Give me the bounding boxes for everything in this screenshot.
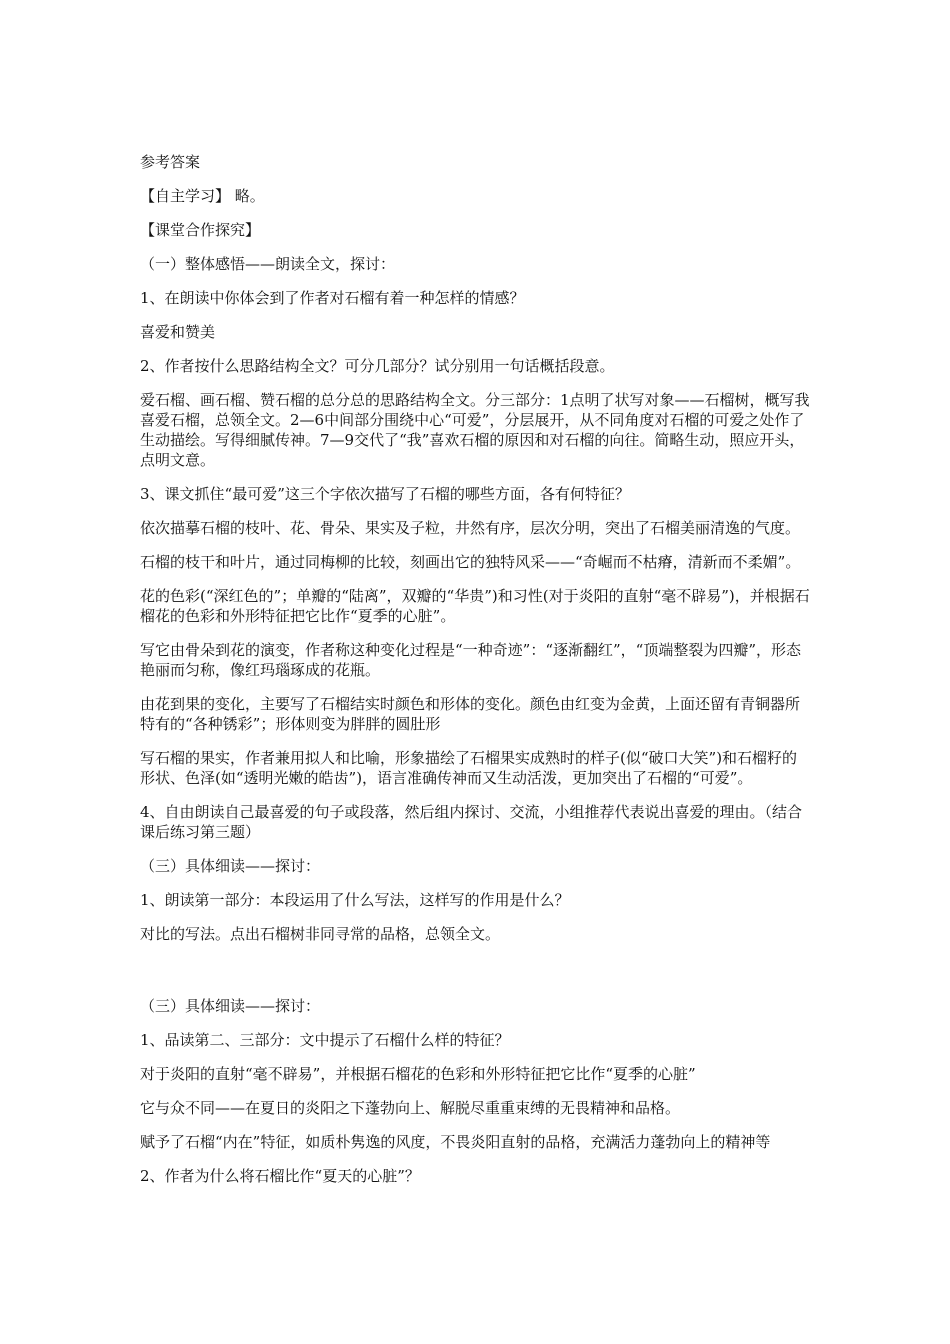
answer-3-paragraph: 依次描摹石榴的枝叶、花、骨朵、果实及子粒，井然有序，层次分明，突出了石榴美丽清逸的气度。 — [140, 519, 801, 537]
detail-answer-2b: 它与众不同——在夏日的炎阳之下蓬勃向上、解脱尽重重束缚的无畏精神和品格。 — [140, 1099, 681, 1117]
question-3: 3、课文抓住“最可爱”这三个字依次描写了石榴的哪些方面，各有何特征？ — [140, 485, 630, 503]
answer-3-paragraph: 石榴的枝干和叶片，通过同梅柳的比较，刻画出它的独特风采——“奇崛而不枯瘠，清新而不柔媚”。 — [140, 553, 801, 571]
section-heading-detail-repeat: （三）具体细读——探讨： — [140, 997, 321, 1015]
answer-3-paragraph: 由花到果的变化，主要写了石榴结实时颜色和形体的变化。颜色由红变为金黄，上面还留有青铜器所特有的“各种锈彩”；形体则变为胖胖的圆肚形 — [140, 695, 801, 733]
section-heading-overall: （一）整体感悟——朗读全文，探讨： — [140, 255, 396, 273]
self-study-line: 【自主学习】 略。 — [140, 187, 265, 205]
detail-answer-2a: 对于炎阳的直射“毫不辟易”，并根据石榴花的色彩和外形特征把它比作“夏季的心脏” — [140, 1065, 696, 1083]
detail-question-2: 1、品读第二、三部分：文中提示了石榴什么样的特征？ — [140, 1031, 510, 1049]
detail-answer-2c: 赋予了石榴“内在”特征，如质朴隽逸的风度，不畏炎阳直射的品格，充满活力蓬勃向上的精神等 — [140, 1133, 771, 1151]
detail-answer-1: 对比的写法。点出石榴树非同寻常的品格，总领全文。 — [140, 925, 501, 943]
document-page — [140, 152, 812, 1200]
answer-title: 参考答案 — [140, 153, 201, 171]
section-heading-detail: （三）具体细读——探讨： — [140, 857, 321, 875]
answer-2: 爱石榴、画石榴、赞石榴的总分总的思路结构全文。分三部分：1点明了状写对象——石榴树，概写我喜爱石榴，总领全文。2—6中间部分围绕中心“可爱”，分层展开，从不同角度对石榴的可爱之处作了生动描绘。写得细腻传神。7—9交代了“我”喜欢石榴的原因和对石榴的向往。简略生动，照应开头，点明文意。 — [140, 391, 810, 469]
question-4: 4、自由朗读自己最喜爱的句子或段落，然后组内探讨、交流，小组推荐代表说出喜爱的理由。（结合课后练习第三题） — [140, 803, 803, 841]
question-2: 2、作者按什么思路结构全文？可分几部分？试分别用一句话概括段意。 — [140, 357, 615, 375]
detail-question-3: 2、作者为什么将石榴比作“夏天的心脏”？ — [140, 1167, 420, 1185]
answer-3-paragraph: 花的色彩(“深红色的”；单瓣的“陆离”，双瓣的“华贵”)和习性(对于炎阳的直射“毫不辟易”)，并根据石榴花的色彩和外形特征把它比作“夏季的心脏”。 — [140, 587, 810, 625]
question-1: 1、在朗读中你体会到了作者对石榴有着一种怎样的情感？ — [140, 289, 525, 307]
cooperative-inquiry-heading: 【课堂合作探究】 — [140, 221, 261, 239]
answer-1: 喜爱和赞美 — [140, 323, 216, 341]
answer-3-paragraph: 写它由骨朵到花的演变，作者称这种变化过程是“一种奇迹”：“逐渐翻红”，“顶端整裂为四瓣”，形态艳丽而匀称，像红玛瑙琢成的花瓶。 — [140, 641, 802, 679]
answer-3-paragraph: 写石榴的果实，作者兼用拟人和比喻，形象描绘了石榴果实成熟时的样子(似“破口大笑”)和石榴籽的形状、色泽(如“透明光嫩的皓齿”)，语言准确传神而又生动活泼，更加突出了石榴的“可爱”。 — [140, 749, 798, 787]
detail-question-1: 1、朗读第一部分：本段运用了什么写法，这样写的作用是什么？ — [140, 891, 570, 909]
